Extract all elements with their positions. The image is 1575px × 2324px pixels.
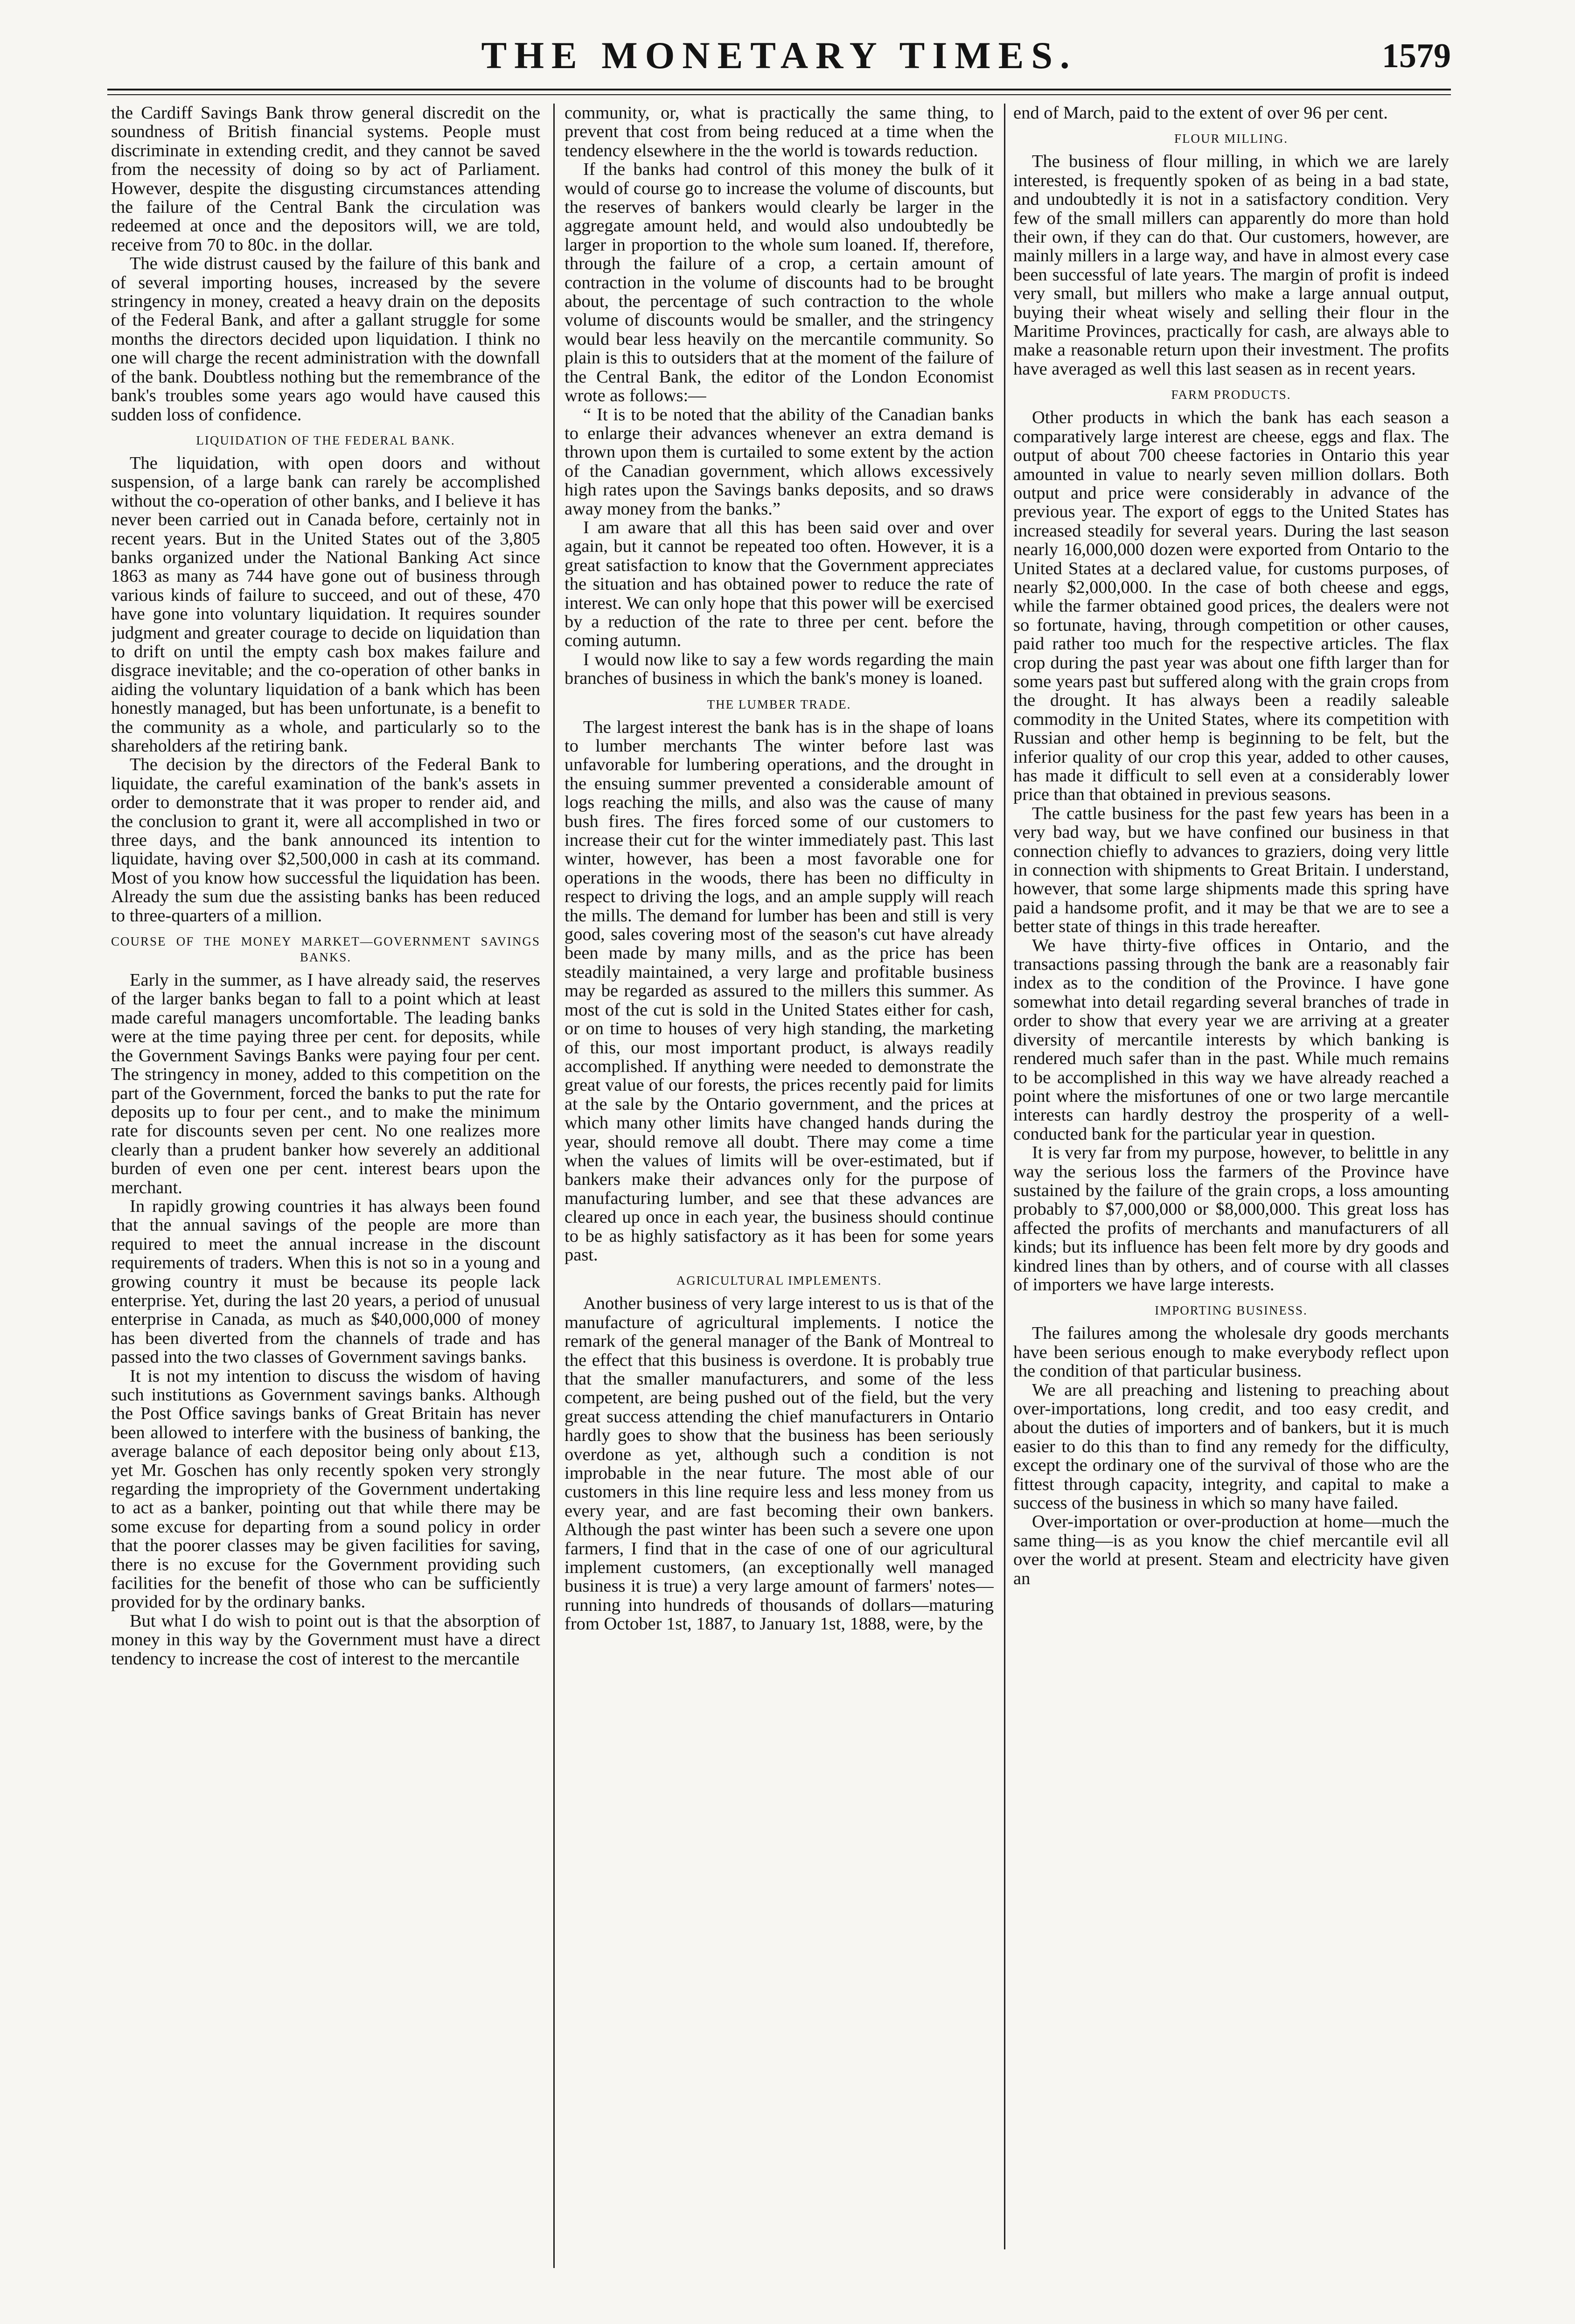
paragraph: Early in the summer, as I have already said, the reserves of the larger banks began to fall to a point which at least made careful managers uncomfortable. The leading banks were at the time paying three per cent. for deposits, while the Government Savings Banks were paying four per cent. The stringency in money, added to this competition on the part of the Government, forced the banks to put the rate for deposits up to four per cent., and to make the minimum rate for discounts seven per cent. No one realizes more clearly than a prudent banker how severely an additional burden of even one per cent. interest bears upon the merchant.: [111, 970, 540, 1197]
section-heading: IMPORTING BUSINESS.: [1155, 1303, 1308, 1318]
publication-title: THE MONETARY TIMES.: [481, 34, 1077, 77]
paragraph: end of March, paid to the extent of over 96 per cent.: [1013, 104, 1388, 123]
article-column-2: [564, 104, 994, 2296]
paragraph: Other products in which the bank has each season a comparatively large interest are cheese, eggs and flax. The output of about 700 cheese factories in Ontario this year amounted in value to nearly seven million dollars. Both output and price were considerably in advance of the previous year. The export of eggs to the United States has increased steadily for several years. During the last season nearly 16,000,000 dozen were exported from Ontario to the United States at a declared value, for customs purposes, of nearly $2,000,000. In the case of both cheese and eggs, while the farmer obtained good prices, the dealers were not so fortunate, having, through competition or other causes, paid rather too much for the respective articles. The flax crop during the past year was about one fifth larger than for some years past but suffered along with the grain crops from the drought. It has always been a readily saleable commodity in the United States, where its competition with Russian and other hemp is beginning to be felt, but the inferior quality of our crop this year, added to other causes, has made it difficult to sell even at a considerably lower price than that obtained in previous seasons.: [1013, 408, 1449, 805]
paragraph: We have thirty-five offices in Ontario, and the transactions passing through the bank are a reasonably fair index as to the condition of the Province. I have gone somewhat into detail regarding several branches of trade in order to show that every year we are arriving at a greater diversity of mercantile interests by which banking is rendered much safer than in the past. While much remains to be accomplished in this way we have already reached a point where the misfortunes of one or two large mercantile interests can hardly destroy the prosperity of a well-conducted bank for the particular year in question.: [1013, 935, 1449, 1144]
paragraph: “ It is to be noted that the ability of the Canadian banks to enlarge their advances whenever an extra demand is thrown upon them is curtailed to some extent by the action of the Canadian government, which allows excessively high rates upon the Savings banks deposits, and so draws away money from the banks.”: [564, 404, 994, 519]
paragraph: The liquidation, with open doors and without suspension, of a large bank can rarely be accomplished without the co-operation of other banks, and I believe it has never been carried out in Canada before, certainly not in recent years. But in the United States out of the 3,805 banks organized under the National Banking Act since 1863 as many as 744 have gone out of business through various kinds of failure to succeed, and out of these, 470 have gone into voluntary liquidation. It requires sounder judgment and greater courage to decide on liquidation than to drift on until the empty cash box makes failure and disgrace inevitable; and the co-operation of other banks in aiding the voluntary liquidation of a bank which has been honestly managed, but has been unfortunate, is a benefit to the community as a whole, and particularly so to the shareholders af the retiring bank.: [111, 453, 540, 756]
page-number: 1579: [1382, 37, 1451, 75]
paragraph: The business of flour milling, in which we are larely interested, is frequently spoken of as being in a bad state, and undoubtedly it is not in a satisfactory condition. Very few of the small millers can apparently do more than hold their own, if they can do that. Our customers, however, are mainly millers in a large way, and have in almost every case been successful of late years. The margin of profit is indeed very small, but millers who make a large annual output, buying their wheat wisely and selling their flour in the Maritime Provinces, practically for cash, are always able to make a reasonable return upon their investment. The profits have averaged as well this last seasen as in recent years.: [1013, 152, 1449, 379]
paragraph: But what I do wish to point out is that the absorption of money in this way by the Government must have a direct tendency to increase the cost of interest to the mercantile: [111, 1611, 540, 1669]
paragraph: In rapidly growing countries it has always been found that the annual savings of the people are more than required to meet the annual increase in the discount requirements of traders. When this is not so in a young and growing country it must be because its people lack enterprise. Yet, during the last 20 years, a period of unusual enterprise in Canada, as much as $40,000,000 of money has been diverted from the channels of trade and has passed into the two classes of Government savings banks.: [111, 1196, 540, 1367]
article-column-1: [111, 104, 540, 2296]
paragraph: It is very far from my purpose, however, to belittle in any way the serious loss the farmers of the Province have sustained by the failure of the grain crops, a loss amounting probably to $7,000,000 or $8,000,000. This great loss has affected the profits of merchants and manufacturers of all kinds; but its influence has been felt more by dry goods and kindred lines than by others, and of course with all classes of importers we have large interests.: [1013, 1143, 1449, 1294]
column-divider-2: [1004, 104, 1005, 2249]
paragraph: It is not my intention to discuss the wisdom of having such institutions as Government savings banks. Although the Post Office savings banks of Great Britain has never been allowed to interfere with the business of banking, the average balance of each depositor being only about £13, yet Mr. Goschen has only recently spoken very strongly regarding the impropriety of the Government undertaking to act as a banker, pointing out that while there may be some excuse for departing from a sound policy in order that the poorer classes may be given facilities for saving, there is no excuse for the Government providing such facilities for the benefit of those who can be sufficiently provided for by the ordinary banks.: [111, 1366, 540, 1612]
paragraph: The failures among the wholesale dry goods merchants have been serious enough to make everybody reflect upon the condition of that particular business.: [1013, 1323, 1449, 1381]
paragraph: The wide distrust caused by the failure of this bank and of several importing houses, increased by the severe stringency in money, created a heavy drain on the deposits of the Federal Bank, and after a gallant struggle for some months the directors decided upon liquidation. I think no one will charge the recent administration with the downfall of the bank. Doubtless nothing but the remembrance of the bank's troubles some years ago would have caused this sudden loss of confidence.: [111, 254, 540, 424]
paragraph: The decision by the directors of the Federal Bank to liquidate, the careful examination of the bank's assets in order to demonstrate that it was proper to render aid, and the conclusion to grant it, were all accomplished in two or three days, and the bank announced its intention to liquidate, having over $2,500,000 in cash at its command. Most of you know how successful the liquidation has been. Already the sum due the assisting banks has been reduced to three-quarters of a million.: [111, 755, 540, 925]
paragraph: community, or, what is practically the same thing, to prevent that cost from being reduced at a time when the tendency elsewhere in the the world is towards reduction.: [564, 104, 994, 160]
section-heading: LIQUIDATION OF THE FEDERAL BANK.: [196, 433, 455, 447]
section-heading: FARM PRODUCTS.: [1171, 388, 1291, 402]
paragraph: Over-importation or over-production at home—much the same thing—is as you know the chief mercantile evil all over the world at present. Steam and electricity have given an: [1013, 1512, 1449, 1588]
header-rule: [107, 89, 1451, 90]
section-heading: AGRICULTURAL IMPLEMENTS.: [676, 1273, 882, 1288]
header-rule-thin: [107, 94, 1451, 95]
paragraph: If the banks had control of this money the bulk of it would of course go to increase the volume of discounts, but the reserves of bankers would clearly be larger in the aggregate amount held, and would also undoubtedly be larger in proportion to the whole sum loaned. If, therefore, through the failure of a crop, a certain amount of contraction in the volume of discounts had to be brought about, the percentage of such contraction to the whole volume of discounts would be smaller, and the stringency would bear less heavily on the mercantile community. So plain is this to outsiders that at the moment of the failure of the Central Bank, the editor of the London Economist wrote as follows:—: [564, 160, 994, 406]
paragraph: I am aware that all this has been said over and over again, but it cannot be repeated too often. However, it is a great satisfaction to know that the Government appreciates the situation and has obtained power to reduce the rate of interest. We can only hope that this power will be exercised by a reduction of the rate to three per cent. before the coming autumn.: [564, 517, 994, 651]
paragraph: the Cardiff Savings Bank throw general discredit on the soundness of British financial systems. People must discriminate in extending credit, and they cannot be saved from the necessity of doing so by act of Parliament. However, despite the disgusting circumstances attending the failure of the Central Bank the circulation was redeemed at once and the depositors will, we are told, receive from 70 to 80c. in the dollar.: [111, 104, 540, 255]
section-heading: THE LUMBER TRADE.: [707, 697, 851, 711]
paragraph: The largest interest the bank has is in the shape of loans to lumber merchants The winter before last was unfavorable for lumbering operations, and the drought in the ensuing summer prevented a considerable amount of logs reaching the mills, and also was the cause of many bush fires. The fires forced some of our customers to increase their cut for the winter immediately past. This last winter, however, has been a most favorable one for operations in the woods, there has been no difficulty in respect to driving the logs, and an ample supply will reach the mills. The demand for lumber has been and still is very good, sales covering most of the season's cut have already been made by many mills, and as the price has been steadily maintained, a very large and profitable business may be regarded as assured to the millers this summer. As most of the cut is sold in the United States either for cash, or on time to houses of very high standing, the marketing of this, our most important product, is always readily accomplished. If anything were needed to demonstrate the great value of our forests, the prices recently paid for limits at the sale by the Ontario government, and the prices at which many other limits have changed hands during the year, should remove all doubt. There may come a time when the values of limits will be over-estimated, but if bankers make their advances only for the purpose of manufacturing lumber, and see that these advances are cleared up once in each year, the business should continue to be as highly satisfactory as it has been for some years past.: [564, 717, 994, 1265]
paragraph: I would now like to say a few words regarding the main branches of business in which the bank's money is loaned.: [564, 649, 994, 689]
masthead: [107, 28, 1451, 84]
paragraph: We are all preaching and listening to preaching about over-importations, long credit, and too easy credit, and about the duties of importers and of bankers, but it is much easier to do this than to find any remedy for the difficulty, except the ordinary one of the survival of those who are the fittest through capacity, integrity, and capital to make a success of the business in which so many have failed.: [1013, 1380, 1449, 1513]
section-heading: FLOUR MILLING.: [1174, 132, 1288, 146]
article-column-3: [1013, 104, 1449, 2296]
section-heading: COURSE OF THE MONEY MARKET—GOVERNMENT SAVINGS BANKS.: [111, 934, 540, 965]
column-divider-1: [553, 104, 555, 2268]
paragraph: Another business of very large interest to us is that of the manufacture of agricultural implements. I notice the remark of the general manager of the Bank of Montreal to the effect that this business is overdone. It is probably true that the smaller manufacturers, and some of the less competent, are being pushed out of the field, but the very great success attending the chief manufacturers in Ontario hardly goes to show that the business has been seriously overdone as yet, although such a condition is not improbable in the near future. The most able of our customers in this line require less and less money from us every year, and are fast becoming their own bankers. Although the past winter has been such a severe one upon farmers, I find that in the case of one of our agricultural implement customers, (an exceptionally well managed business it is true) a very large amount of farmers' notes—running into hundreds of thousands of dollars—maturing from October 1st, 1887, to January 1st, 1888, were, by the: [564, 1294, 994, 1634]
paragraph: The cattle business for the past few years has been in a very bad way, but we have confined our business in that connection chiefly to advances to graziers, doing very little in connection with shipments to Great Britain. I understand, however, that some large shipments made this spring have paid a handsome profit, and it may be that we are to see a better state of things in this trade hereafter.: [1013, 803, 1449, 937]
